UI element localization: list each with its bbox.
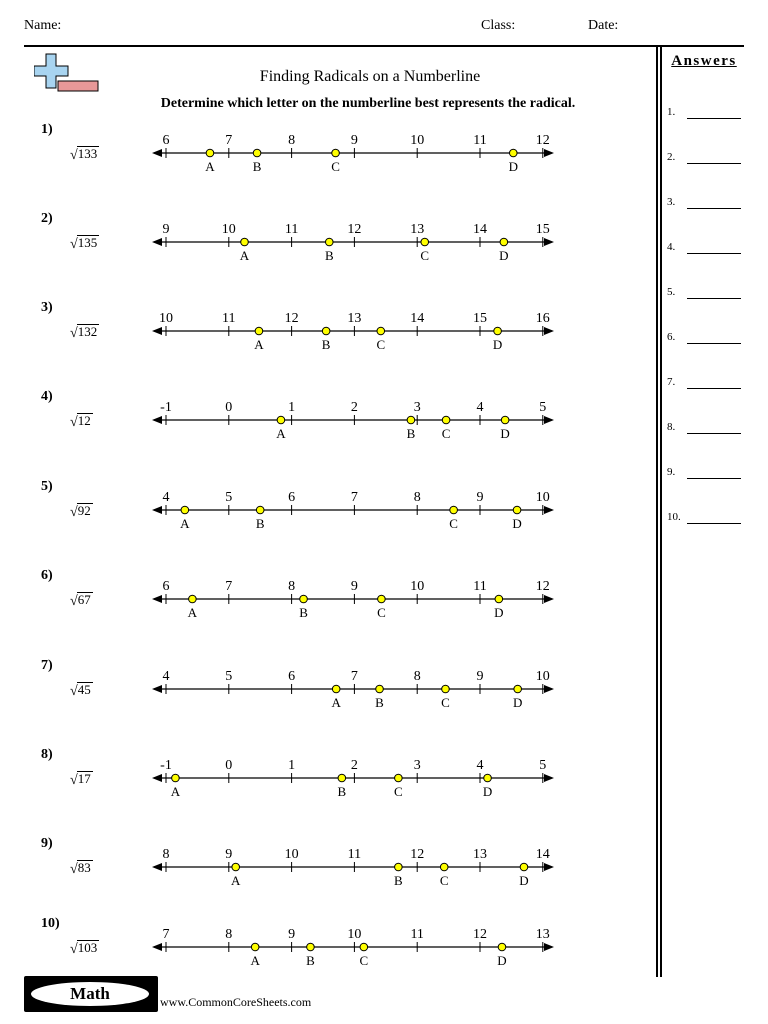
tick-label: 15 xyxy=(473,311,487,326)
answer-blank[interactable] xyxy=(687,208,741,209)
tick-label: 1 xyxy=(288,758,296,773)
point-letter: B xyxy=(255,516,265,531)
problem-number: 8) xyxy=(41,747,53,762)
point-marker xyxy=(450,506,458,514)
point-marker xyxy=(520,863,528,871)
point-marker xyxy=(189,595,197,603)
tick-label: 13 xyxy=(347,311,362,326)
radicand: 132 xyxy=(77,324,98,339)
point-marker xyxy=(206,149,214,157)
point-marker xyxy=(253,149,261,157)
tick-label: 13 xyxy=(535,927,550,942)
arrow-right-icon xyxy=(544,595,554,603)
tick-label: 4 xyxy=(162,490,170,505)
answer-blank[interactable] xyxy=(687,433,741,434)
point-marker xyxy=(255,327,263,335)
problem-5 xyxy=(0,479,650,539)
tick-label: 9 xyxy=(476,669,484,684)
tick-label: 6 xyxy=(162,579,170,594)
point-marker xyxy=(241,238,249,246)
number-line xyxy=(150,749,560,807)
radical-expression xyxy=(70,940,99,957)
tick-label: 10 xyxy=(410,133,425,148)
header-divider xyxy=(24,45,744,47)
point-marker xyxy=(181,506,189,514)
point-letter: B xyxy=(324,248,334,263)
tick-label: 11 xyxy=(410,927,424,942)
number-line xyxy=(150,838,560,896)
answer-number: 1. xyxy=(667,106,676,118)
point-letter: C xyxy=(439,873,449,888)
answer-blank[interactable] xyxy=(687,388,741,389)
problem-number: 6) xyxy=(41,568,53,583)
answer-row xyxy=(667,418,743,434)
tick-label: 8 xyxy=(413,669,421,684)
point-marker xyxy=(338,774,346,782)
answer-number: 4. xyxy=(667,241,676,253)
square-root-icon: √ xyxy=(70,415,78,430)
point-letter: A xyxy=(276,426,286,441)
tick-label: 10 xyxy=(284,847,299,862)
answer-number: 6. xyxy=(667,331,676,343)
point-marker xyxy=(378,595,386,603)
point-letter: A xyxy=(180,516,190,531)
arrow-left-icon xyxy=(152,774,162,782)
arrow-right-icon xyxy=(544,506,554,514)
answer-column-border-left xyxy=(656,47,658,977)
arrow-right-icon xyxy=(544,238,554,246)
tick-label: 0 xyxy=(225,758,233,773)
tick-label: 5 xyxy=(539,758,547,773)
tick-label: 12 xyxy=(535,133,550,148)
tick-label: 10 xyxy=(410,579,425,594)
date-label: Date: xyxy=(588,18,619,33)
point-marker xyxy=(498,943,506,951)
point-letter: D xyxy=(499,248,509,263)
problem-number: 7) xyxy=(41,658,53,673)
problem-7 xyxy=(0,658,650,718)
square-root-icon: √ xyxy=(70,505,78,520)
point-letter: A xyxy=(331,695,341,710)
radicand: 103 xyxy=(77,940,98,955)
radical-expression xyxy=(70,235,99,252)
square-root-icon: √ xyxy=(70,684,78,699)
arrow-right-icon xyxy=(544,149,554,157)
tick-label: 12 xyxy=(410,847,425,862)
answer-blank[interactable] xyxy=(687,253,741,254)
tick-label: 5 xyxy=(225,490,233,505)
square-root-icon: √ xyxy=(70,862,78,877)
tick-label: 1 xyxy=(288,400,296,415)
point-marker xyxy=(377,327,385,335)
radicand: 17 xyxy=(77,771,91,786)
tick-label: 8 xyxy=(225,927,233,942)
tick-label: 13 xyxy=(473,847,487,862)
answer-number: 7. xyxy=(667,376,676,388)
point-letter: A xyxy=(250,953,260,968)
point-letter: B xyxy=(252,159,262,174)
tick-label: 8 xyxy=(288,579,296,594)
tick-label: 4 xyxy=(476,758,484,773)
radicand: 83 xyxy=(77,860,91,875)
answers-title: Answers xyxy=(671,53,737,69)
number-line xyxy=(150,918,560,976)
point-letter: C xyxy=(331,159,340,174)
answer-row xyxy=(667,193,743,209)
square-root-icon: √ xyxy=(70,773,78,788)
square-root-icon: √ xyxy=(70,942,78,957)
tick-label: 6 xyxy=(162,133,170,148)
tick-label: 7 xyxy=(350,669,358,684)
arrow-left-icon xyxy=(152,149,162,157)
problem-1 xyxy=(0,122,650,182)
tick-label: 7 xyxy=(225,579,233,594)
answer-blank[interactable] xyxy=(687,298,741,299)
square-root-icon: √ xyxy=(70,594,78,609)
worksheet-instructions: Determine which letter on the numberline best represents the radical. xyxy=(160,96,576,111)
point-letter: B xyxy=(299,605,308,620)
problem-3 xyxy=(0,300,650,360)
problem-6 xyxy=(0,568,650,628)
problem-8 xyxy=(0,747,650,807)
footer-url: www.CommonCoreSheets.com xyxy=(160,995,312,1009)
answer-blank[interactable] xyxy=(687,163,741,164)
point-letter: D xyxy=(519,873,529,888)
tick-label: 11 xyxy=(284,222,299,237)
arrow-left-icon xyxy=(152,685,162,693)
point-letter: C xyxy=(420,248,430,263)
square-root-icon: √ xyxy=(70,148,78,163)
tick-label: 5 xyxy=(539,400,547,415)
point-letter: C xyxy=(376,337,386,352)
point-letter: D xyxy=(494,605,504,620)
arrow-right-icon xyxy=(544,685,554,693)
problem-number: 4) xyxy=(41,389,53,404)
tick-label: 9 xyxy=(288,927,296,942)
tick-label: 11 xyxy=(222,311,236,326)
point-marker xyxy=(395,863,403,871)
tick-label: 14 xyxy=(473,222,487,237)
answer-number: 9. xyxy=(667,466,676,478)
arrow-left-icon xyxy=(152,416,162,424)
tick-label: 0 xyxy=(225,400,233,415)
point-marker xyxy=(332,149,340,157)
answer-number: 3. xyxy=(667,196,676,208)
radical-expression xyxy=(70,146,99,163)
problem-number: 10) xyxy=(41,916,60,931)
number-line xyxy=(150,570,560,628)
point-marker xyxy=(442,416,450,424)
point-letter: C xyxy=(394,784,403,799)
tick-label: 10 xyxy=(347,927,362,942)
point-marker xyxy=(300,595,308,603)
plus-minus-logo-icon xyxy=(34,52,104,94)
point-marker xyxy=(484,774,492,782)
tick-label: 3 xyxy=(413,400,421,415)
point-marker xyxy=(322,327,330,335)
answer-number: 2. xyxy=(667,151,676,163)
tick-label: 12 xyxy=(535,579,550,594)
number-line xyxy=(150,660,560,718)
point-marker xyxy=(440,863,448,871)
arrow-right-icon xyxy=(544,863,554,871)
point-marker xyxy=(501,416,509,424)
number-line xyxy=(150,391,560,449)
problem-9 xyxy=(0,836,650,896)
point-letter: B xyxy=(375,695,384,710)
point-marker xyxy=(500,238,508,246)
footer-logo xyxy=(24,976,158,1012)
square-root-icon: √ xyxy=(70,326,78,341)
point-marker xyxy=(421,238,429,246)
point-letter: C xyxy=(377,605,386,620)
number-line xyxy=(150,481,560,539)
point-letter: A xyxy=(239,248,250,263)
answer-blank[interactable] xyxy=(687,118,741,119)
problem-number: 1) xyxy=(41,122,53,137)
arrow-right-icon xyxy=(544,774,554,782)
point-letter: B xyxy=(337,784,347,799)
point-marker xyxy=(376,685,384,693)
point-marker xyxy=(172,774,180,782)
arrow-left-icon xyxy=(152,506,162,514)
point-letter: C xyxy=(441,695,450,710)
answer-row xyxy=(667,283,743,299)
problem-10 xyxy=(0,916,650,976)
arrow-left-icon xyxy=(152,327,162,335)
tick-label: 10 xyxy=(159,311,173,326)
arrow-right-icon xyxy=(544,943,554,951)
point-marker xyxy=(395,774,403,782)
tick-label: 9 xyxy=(225,847,233,862)
answer-row xyxy=(667,328,743,344)
radicand: 135 xyxy=(77,235,98,250)
answer-blank[interactable] xyxy=(687,478,741,479)
radical-expression xyxy=(70,324,99,341)
worksheet-title: Finding Radicals on a Numberline xyxy=(259,68,481,85)
point-marker xyxy=(307,943,315,951)
point-letter: B xyxy=(321,337,331,352)
point-letter: A xyxy=(231,873,241,888)
arrow-left-icon xyxy=(152,863,162,871)
arrow-left-icon xyxy=(152,943,162,951)
answer-row xyxy=(667,103,743,119)
tick-label: 12 xyxy=(473,927,487,942)
radical-expression xyxy=(70,682,93,699)
point-letter: D xyxy=(508,159,518,174)
answer-blank[interactable] xyxy=(687,343,741,344)
tick-label: 11 xyxy=(347,847,362,862)
problem-number: 5) xyxy=(41,479,53,494)
point-letter: A xyxy=(187,605,198,620)
point-letter: C xyxy=(359,953,369,968)
problem-2 xyxy=(0,211,650,271)
tick-label: -1 xyxy=(160,758,172,773)
point-letter: D xyxy=(482,784,493,799)
radicand: 92 xyxy=(77,503,91,518)
footer-logo-text: Math xyxy=(31,982,149,1006)
answer-row xyxy=(667,238,743,254)
point-marker xyxy=(509,149,517,157)
square-root-icon: √ xyxy=(70,237,78,252)
tick-label: 13 xyxy=(410,222,425,237)
point-letter: B xyxy=(394,873,403,888)
point-marker xyxy=(442,685,450,693)
tick-label: 8 xyxy=(413,490,421,505)
radicand: 12 xyxy=(77,413,91,428)
answer-row xyxy=(667,148,743,164)
point-letter: C xyxy=(449,516,458,531)
tick-label: 15 xyxy=(535,222,550,237)
radical-expression xyxy=(70,413,93,430)
tick-label: 14 xyxy=(410,311,425,326)
point-letter: B xyxy=(306,953,315,968)
arrow-left-icon xyxy=(152,238,162,246)
tick-label: 10 xyxy=(535,490,550,505)
tick-label: 2 xyxy=(350,758,358,773)
answer-row xyxy=(667,463,743,479)
point-letter: A xyxy=(170,784,181,799)
point-marker xyxy=(495,595,503,603)
point-letter: D xyxy=(512,516,522,531)
problem-number: 3) xyxy=(41,300,53,315)
tick-label: 8 xyxy=(288,133,296,148)
tick-label: 14 xyxy=(535,847,550,862)
tick-label: 12 xyxy=(284,311,299,326)
point-letter: D xyxy=(512,695,523,710)
name-label: Name: xyxy=(24,18,62,33)
tick-label: 9 xyxy=(162,222,170,237)
tick-label: 7 xyxy=(350,490,358,505)
point-letter: D xyxy=(497,953,507,968)
radical-expression xyxy=(70,860,93,877)
number-line xyxy=(150,124,560,182)
tick-label: 5 xyxy=(225,669,233,684)
tick-label: 4 xyxy=(476,400,484,415)
point-marker xyxy=(251,943,259,951)
radicand: 45 xyxy=(77,682,91,697)
point-marker xyxy=(232,863,240,871)
point-marker xyxy=(325,238,333,246)
point-marker xyxy=(360,943,368,951)
tick-label: 7 xyxy=(225,133,233,148)
arrow-left-icon xyxy=(152,595,162,603)
problem-number: 2) xyxy=(41,211,53,226)
tick-label: 9 xyxy=(350,579,358,594)
answer-number: 5. xyxy=(667,286,676,298)
tick-label: 11 xyxy=(473,133,487,148)
tick-label: 16 xyxy=(535,311,550,326)
point-marker xyxy=(514,685,522,693)
tick-label: 3 xyxy=(413,758,421,773)
tick-label: -1 xyxy=(160,400,172,415)
answer-blank[interactable] xyxy=(687,523,741,524)
tick-label: 6 xyxy=(288,669,296,684)
point-letter: D xyxy=(492,337,503,352)
point-letter: D xyxy=(500,426,510,441)
radical-expression xyxy=(70,771,93,788)
tick-label: 12 xyxy=(347,222,362,237)
class-label: Class: xyxy=(481,18,516,33)
tick-label: 4 xyxy=(162,669,170,684)
arrow-right-icon xyxy=(544,416,554,424)
point-letter: A xyxy=(254,337,264,352)
number-line xyxy=(150,213,560,271)
arrow-right-icon xyxy=(544,327,554,335)
problem-4 xyxy=(0,389,650,449)
radical-expression xyxy=(70,592,93,609)
tick-label: 8 xyxy=(162,847,170,862)
answer-number: 8. xyxy=(667,421,676,433)
tick-label: 2 xyxy=(350,400,358,415)
tick-label: 9 xyxy=(350,133,358,148)
tick-label: 10 xyxy=(535,669,550,684)
tick-label: 10 xyxy=(221,222,236,237)
point-letter: C xyxy=(441,426,451,441)
number-line xyxy=(150,302,560,360)
radicand: 67 xyxy=(77,592,91,607)
answer-row xyxy=(667,508,743,524)
point-marker xyxy=(513,506,521,514)
problem-number: 9) xyxy=(41,836,53,851)
point-marker xyxy=(494,327,502,335)
tick-label: 6 xyxy=(288,490,296,505)
answer-column-border-inner xyxy=(660,47,662,977)
radicand: 133 xyxy=(77,146,98,161)
radical-expression xyxy=(70,503,93,520)
point-letter: B xyxy=(406,426,416,441)
tick-label: 11 xyxy=(473,579,487,594)
point-letter: A xyxy=(205,159,215,174)
answer-row xyxy=(667,373,743,389)
tick-label: 9 xyxy=(476,490,484,505)
point-marker xyxy=(256,506,264,514)
tick-label: 7 xyxy=(162,927,170,942)
answer-number: 10. xyxy=(667,511,681,523)
point-marker xyxy=(332,685,340,693)
point-marker xyxy=(277,416,285,424)
point-marker xyxy=(407,416,415,424)
